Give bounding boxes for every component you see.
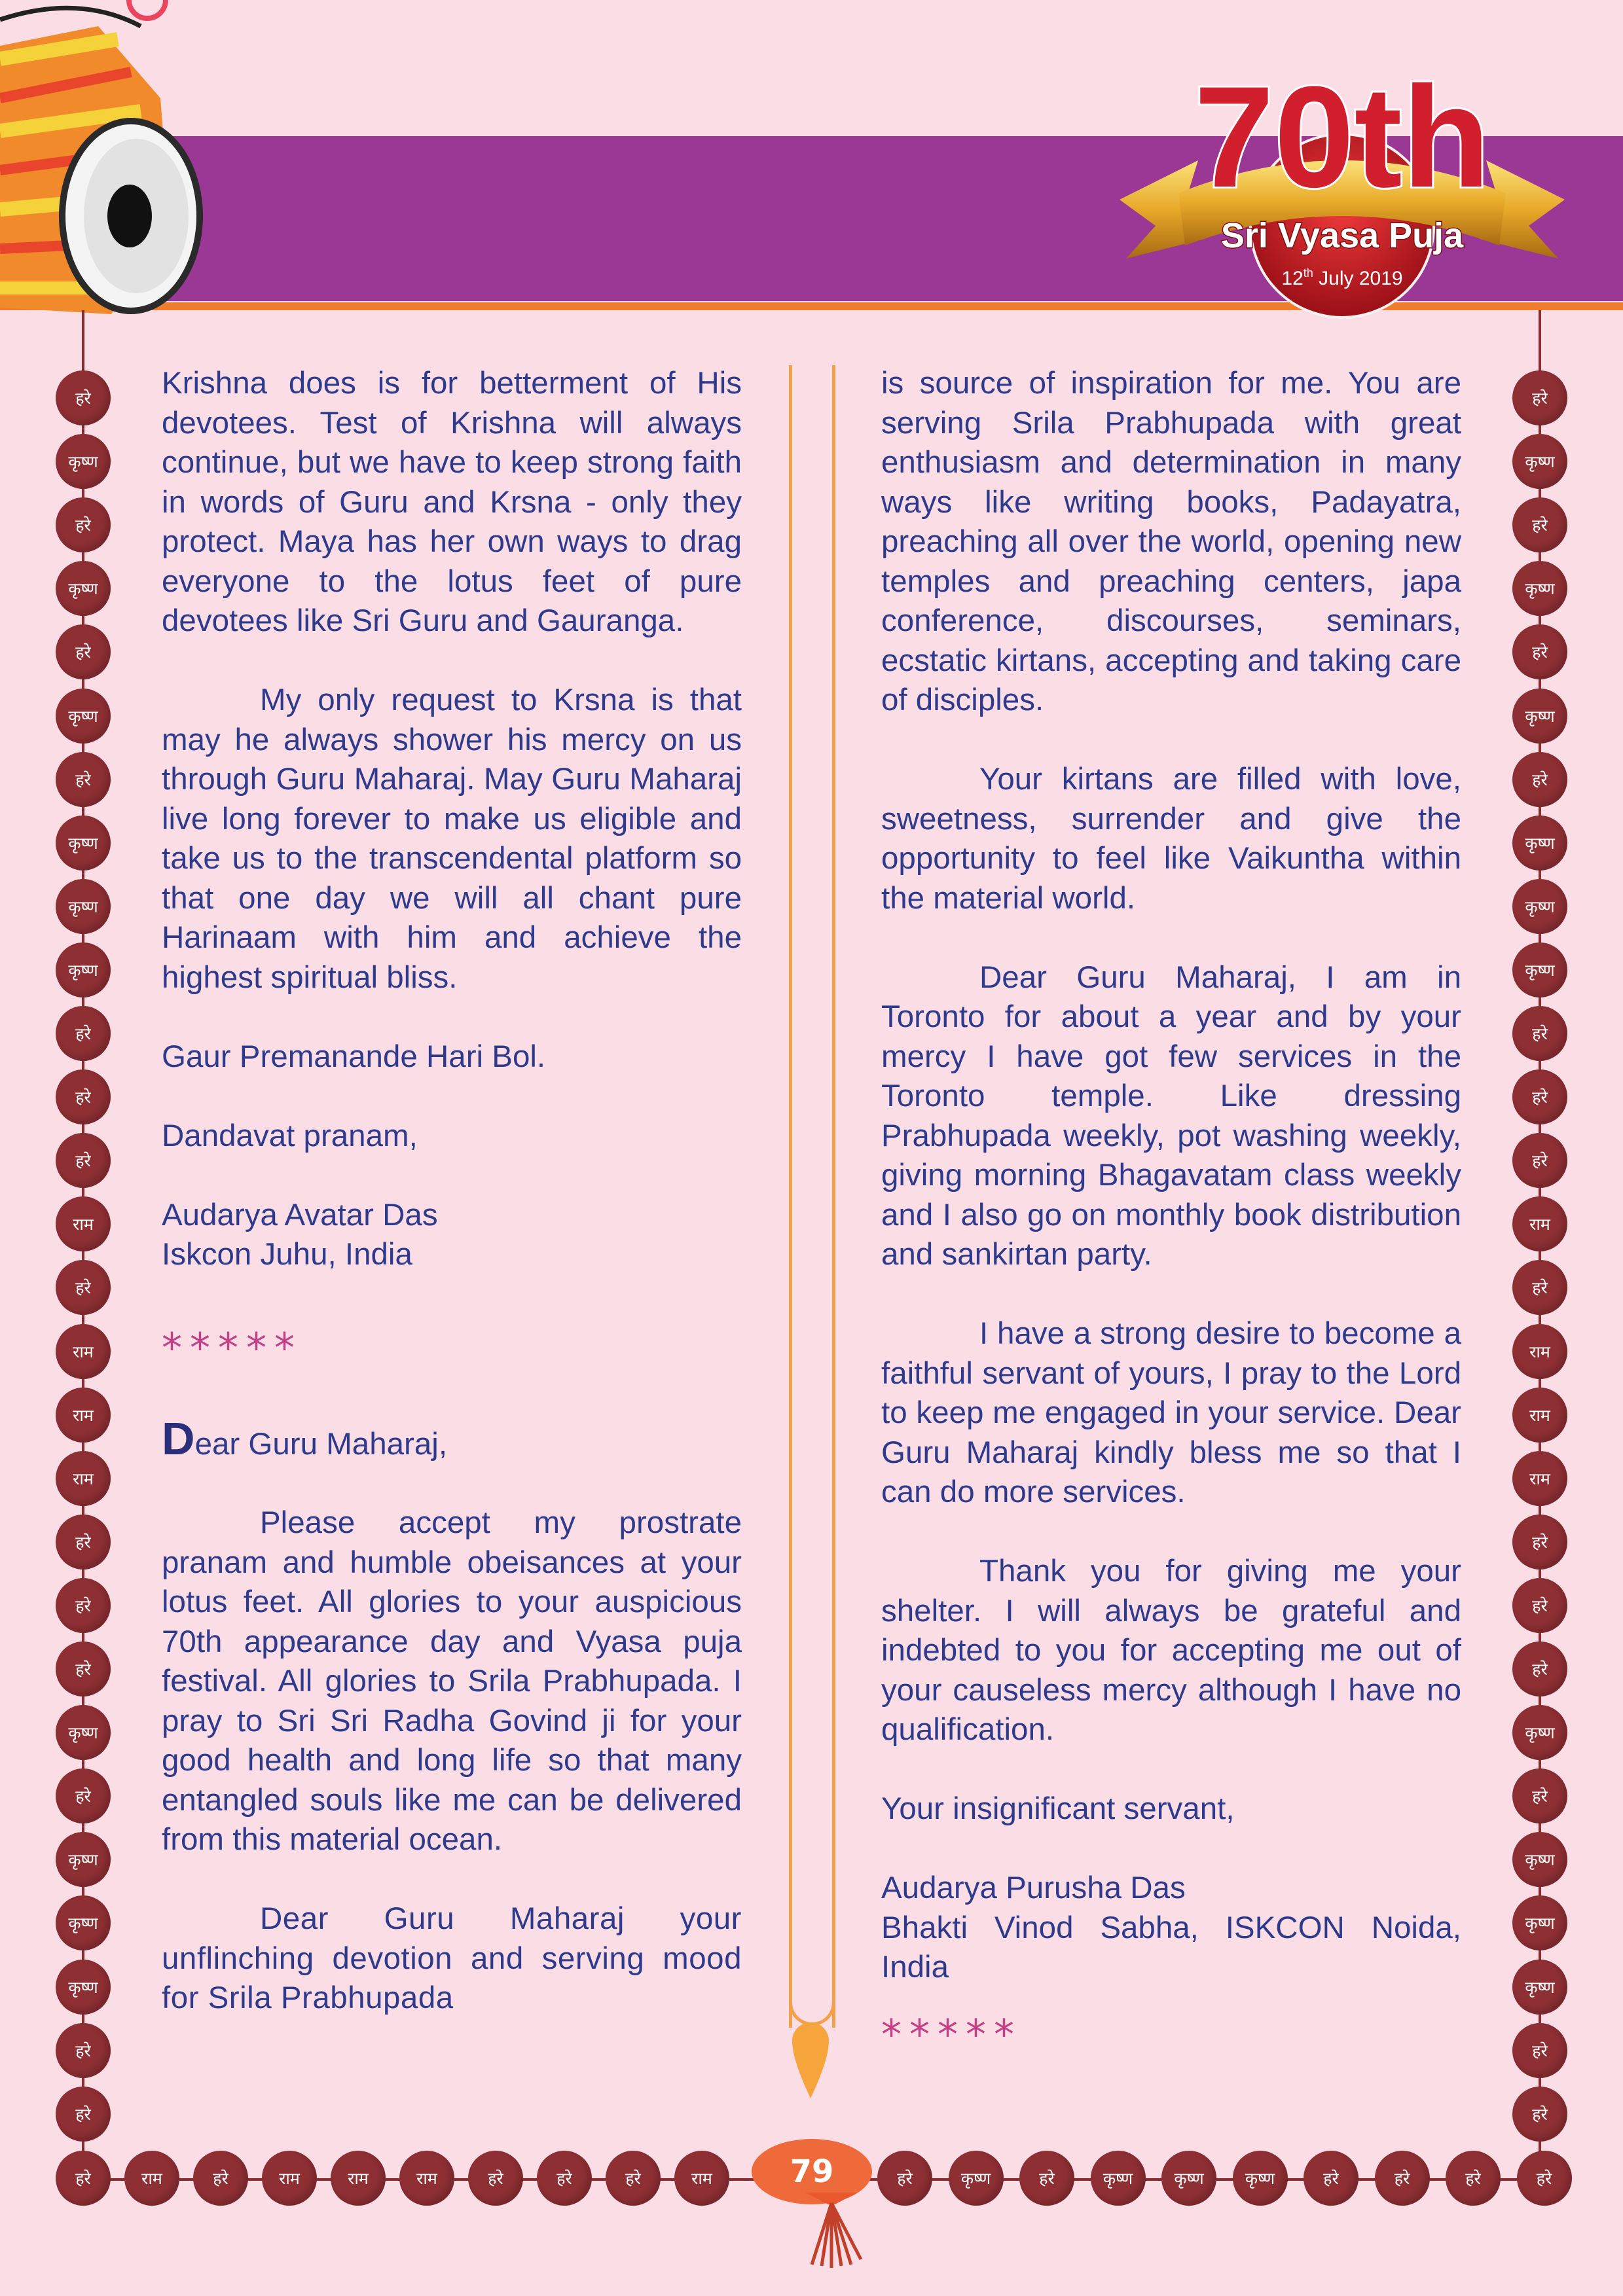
paragraph: Thank you for giving me your shelter. I will always be grateful and indebted to you for accepting me out of your causeless mercy although I have no qualification. bbox=[881, 1554, 1461, 1747]
mantra-bead: हरे bbox=[56, 1006, 111, 1061]
paragraph: Your kirtans are filled with love, sweetness, surrender and give the opportunity to feel like Vaikuntha within the material world. bbox=[881, 762, 1461, 916]
mantra-bead: हरे bbox=[56, 752, 111, 807]
mridanga-drum-icon bbox=[0, 0, 216, 314]
mantra-bead: हरे bbox=[468, 2151, 523, 2206]
mantra-bead: हरे bbox=[1512, 497, 1567, 552]
mantra-bead: कृष्ण bbox=[56, 689, 111, 744]
mantra-bead: हरे bbox=[1512, 1641, 1567, 1696]
mantra-bead: हरे bbox=[1512, 1768, 1567, 1823]
divider-loop bbox=[789, 1986, 835, 2026]
mantra-bead: कृष्ण bbox=[1512, 1705, 1567, 1760]
salutation: Dear Guru Maharaj, bbox=[162, 1412, 448, 1464]
mantra-bead: राम bbox=[1512, 1324, 1567, 1379]
mantra-bead: कृष्ण bbox=[56, 434, 111, 489]
paragraph: Krishna does is for betterment of His devotees. Test of Krishna will always continue, but we have to keep strong faith in words of Guru and Krsna - only they protect. Maya has her own ways to drag everyone to the lotus feet of pure devotees like Sri Guru and Gauranga. bbox=[162, 366, 742, 638]
paragraph: Dear Guru Maharaj your unflinching devotion and serving mood for Srila Prabhupada bbox=[162, 1901, 742, 2015]
mantra-bead: हरे bbox=[537, 2151, 592, 2206]
mantra-bead: कृष्ण bbox=[1161, 2151, 1216, 2206]
mantra-bead: हरे bbox=[56, 1641, 111, 1696]
mantra-bead: हरे bbox=[56, 2023, 111, 2078]
mantra-bead: कृष्ण bbox=[56, 1832, 111, 1887]
mantra-bead: कृष्ण bbox=[56, 942, 111, 997]
mantra-bead: कृष्ण bbox=[56, 879, 111, 934]
mantra-bead: कृष्ण bbox=[56, 561, 111, 616]
left-text-column bbox=[162, 364, 742, 2058]
mantra-bead: कृष्ण bbox=[1512, 942, 1567, 997]
paragraph: Please accept my prostrate pranam and humble obeisances at your lotus feet. All glories to your auspicious 70th appearance day and Vyasa puja festival. All glories to Srila Prabhupada. I pray to Sri Sri Radha Govind ji for your good health and long life so that many entangled souls like me can be delivered from this material ocean. bbox=[162, 1505, 742, 1857]
mantra-bead: हरे bbox=[56, 1515, 111, 1570]
mantra-bead: हरे bbox=[1512, 2087, 1567, 2142]
mantra-bead: हरे bbox=[56, 1133, 111, 1188]
mantra-bead: हरे bbox=[1512, 2023, 1567, 2078]
signoff: Dandavat pranam, bbox=[162, 1118, 418, 1153]
mantra-bead: कृष्ण bbox=[56, 1895, 111, 1950]
mantra-bead: हरे bbox=[56, 624, 111, 679]
mantra-bead: राम bbox=[56, 1388, 111, 1443]
mantra-bead: कृष्ण bbox=[1512, 689, 1567, 744]
mantra-bead: कृष्ण bbox=[1091, 2151, 1146, 2206]
anniversary-badge bbox=[1106, 62, 1578, 350]
paragraph: is source of inspiration for me. You are serving Srila Prabhupada with great enthusiasm and determination in many ways like writing books, Padayatra, preaching all over the world, opening new temples and preaching centers, japa conference, discourses, seminars, ecstatic kirtans, accepting and taking care of disciples. bbox=[881, 366, 1461, 717]
mantra-bead: राम bbox=[674, 2151, 729, 2206]
mantra-bead: हरे bbox=[56, 2151, 111, 2206]
mantra-bead: राम bbox=[1512, 1451, 1567, 1506]
mantra-bead: राम bbox=[399, 2151, 454, 2206]
mantra-bead: हरे bbox=[1019, 2151, 1074, 2206]
author-name: Audarya Purusha Das bbox=[881, 1871, 1186, 1905]
mantra-bead: राम bbox=[56, 1324, 111, 1379]
page-number: 79 bbox=[752, 2139, 872, 2204]
mantra-bead: हरे bbox=[1512, 1133, 1567, 1188]
mantra-bead: हरे bbox=[1512, 1515, 1567, 1570]
mantra-bead: राम bbox=[331, 2151, 386, 2206]
mantra-bead: हरे bbox=[1512, 624, 1567, 679]
mantra-bead: हरे bbox=[56, 370, 111, 425]
mantra-bead: हरे bbox=[193, 2151, 248, 2206]
section-separator: ***** bbox=[881, 2010, 1022, 2058]
paragraph: Dear Guru Maharaj, I am in Toronto for about a year and by your mercy I have got few services in the Toronto temple. Like dressing Prabhupada weekly, pot washing weekly, giving morning Bhagavatam class weekly and I also go on monthly book distribution and sankirtan party. bbox=[881, 960, 1461, 1272]
author-place: Iskcon Juhu, India bbox=[162, 1237, 412, 1272]
mantra-bead: हरे bbox=[1512, 752, 1567, 807]
mantra-bead: कृष्ण bbox=[949, 2151, 1004, 2206]
mantra-bead: हरे bbox=[56, 2087, 111, 2142]
mantra-bead: कृष्ण bbox=[56, 1960, 111, 2015]
mantra-bead: कृष्ण bbox=[1233, 2151, 1288, 2206]
author-place: Bhakti Vinod Sabha, ISKCON Noida, bbox=[881, 1910, 1461, 1945]
badge-date: 12th July 2019 bbox=[1281, 266, 1403, 289]
mantra-bead: हरे bbox=[1512, 370, 1567, 425]
divider-line bbox=[832, 365, 835, 2028]
mantra-bead: हरे bbox=[56, 1768, 111, 1823]
mantra-bead: हरे bbox=[606, 2151, 661, 2206]
section-separator: ***** bbox=[162, 1323, 302, 1372]
mantra-bead: हरे bbox=[1517, 2151, 1572, 2206]
mantra-bead: हरे bbox=[877, 2151, 932, 2206]
mantra-bead: हरे bbox=[1375, 2151, 1430, 2206]
mantra-bead: हरे bbox=[1512, 1069, 1567, 1124]
mantra-bead: हरे bbox=[56, 1069, 111, 1124]
mantra-bead: कृष्ण bbox=[1512, 879, 1567, 934]
mantra-bead: राम bbox=[56, 1451, 111, 1506]
tassel-ornament bbox=[786, 2193, 877, 2271]
closing-line: Gaur Premanande Hari Bol. bbox=[162, 1039, 546, 1074]
mantra-bead: हरे bbox=[56, 1260, 111, 1315]
mantra-bead: राम bbox=[262, 2151, 317, 2206]
mantra-bead: कृष्ण bbox=[1512, 1832, 1567, 1887]
mantra-bead: कृष्ण bbox=[1512, 434, 1567, 489]
divider-drop-ornament bbox=[791, 2021, 830, 2100]
mantra-bead: कृष्ण bbox=[1512, 1960, 1567, 2015]
paragraph: My only request to Krsna is that may he always shower his mercy on us through Guru Maharaj. May Guru Maharaj live long forever to make us eligible and take us to the transcendental platform so that one day we will all chant pure Harinaam with him and achieve the highest spiritual bliss. bbox=[162, 683, 742, 995]
right-text-column bbox=[881, 364, 1461, 2094]
author-place: India bbox=[881, 1950, 949, 1984]
mantra-bead: हरे bbox=[1512, 1578, 1567, 1633]
mantra-bead: कृष्ण bbox=[1512, 561, 1567, 616]
mantra-bead: हरे bbox=[1304, 2151, 1359, 2206]
mantra-bead: कृष्ण bbox=[1512, 816, 1567, 870]
mantra-bead: राम bbox=[1512, 1388, 1567, 1443]
mantra-bead: हरे bbox=[56, 1578, 111, 1633]
mantra-bead: कृष्ण bbox=[1512, 1895, 1567, 1950]
mantra-bead: राम bbox=[56, 1196, 111, 1251]
mantra-bead: कृष्ण bbox=[56, 1705, 111, 1760]
author-name: Audarya Avatar Das bbox=[162, 1197, 438, 1232]
mantra-bead: राम bbox=[1512, 1196, 1567, 1251]
signoff: Your insignificant servant, bbox=[881, 1791, 1235, 1826]
mantra-bead: हरे bbox=[1446, 2151, 1501, 2206]
mantra-bead: कृष्ण bbox=[56, 816, 111, 870]
mantra-bead: हरे bbox=[56, 497, 111, 552]
mantra-bead: हरे bbox=[1512, 1260, 1567, 1315]
mantra-bead: हरे bbox=[1512, 1006, 1567, 1061]
badge-title: Sri Vyasa Puja bbox=[1220, 216, 1464, 255]
badge-number: 70th bbox=[1194, 62, 1491, 217]
mantra-bead: राम bbox=[124, 2151, 179, 2206]
divider-line bbox=[789, 365, 792, 2028]
paragraph: I have a strong desire to become a faithful servant of yours, I pray to the Lord to keep me engaged in your service. Dear Guru Maharaj kindly bless me so that I can do more services. bbox=[881, 1316, 1461, 1509]
